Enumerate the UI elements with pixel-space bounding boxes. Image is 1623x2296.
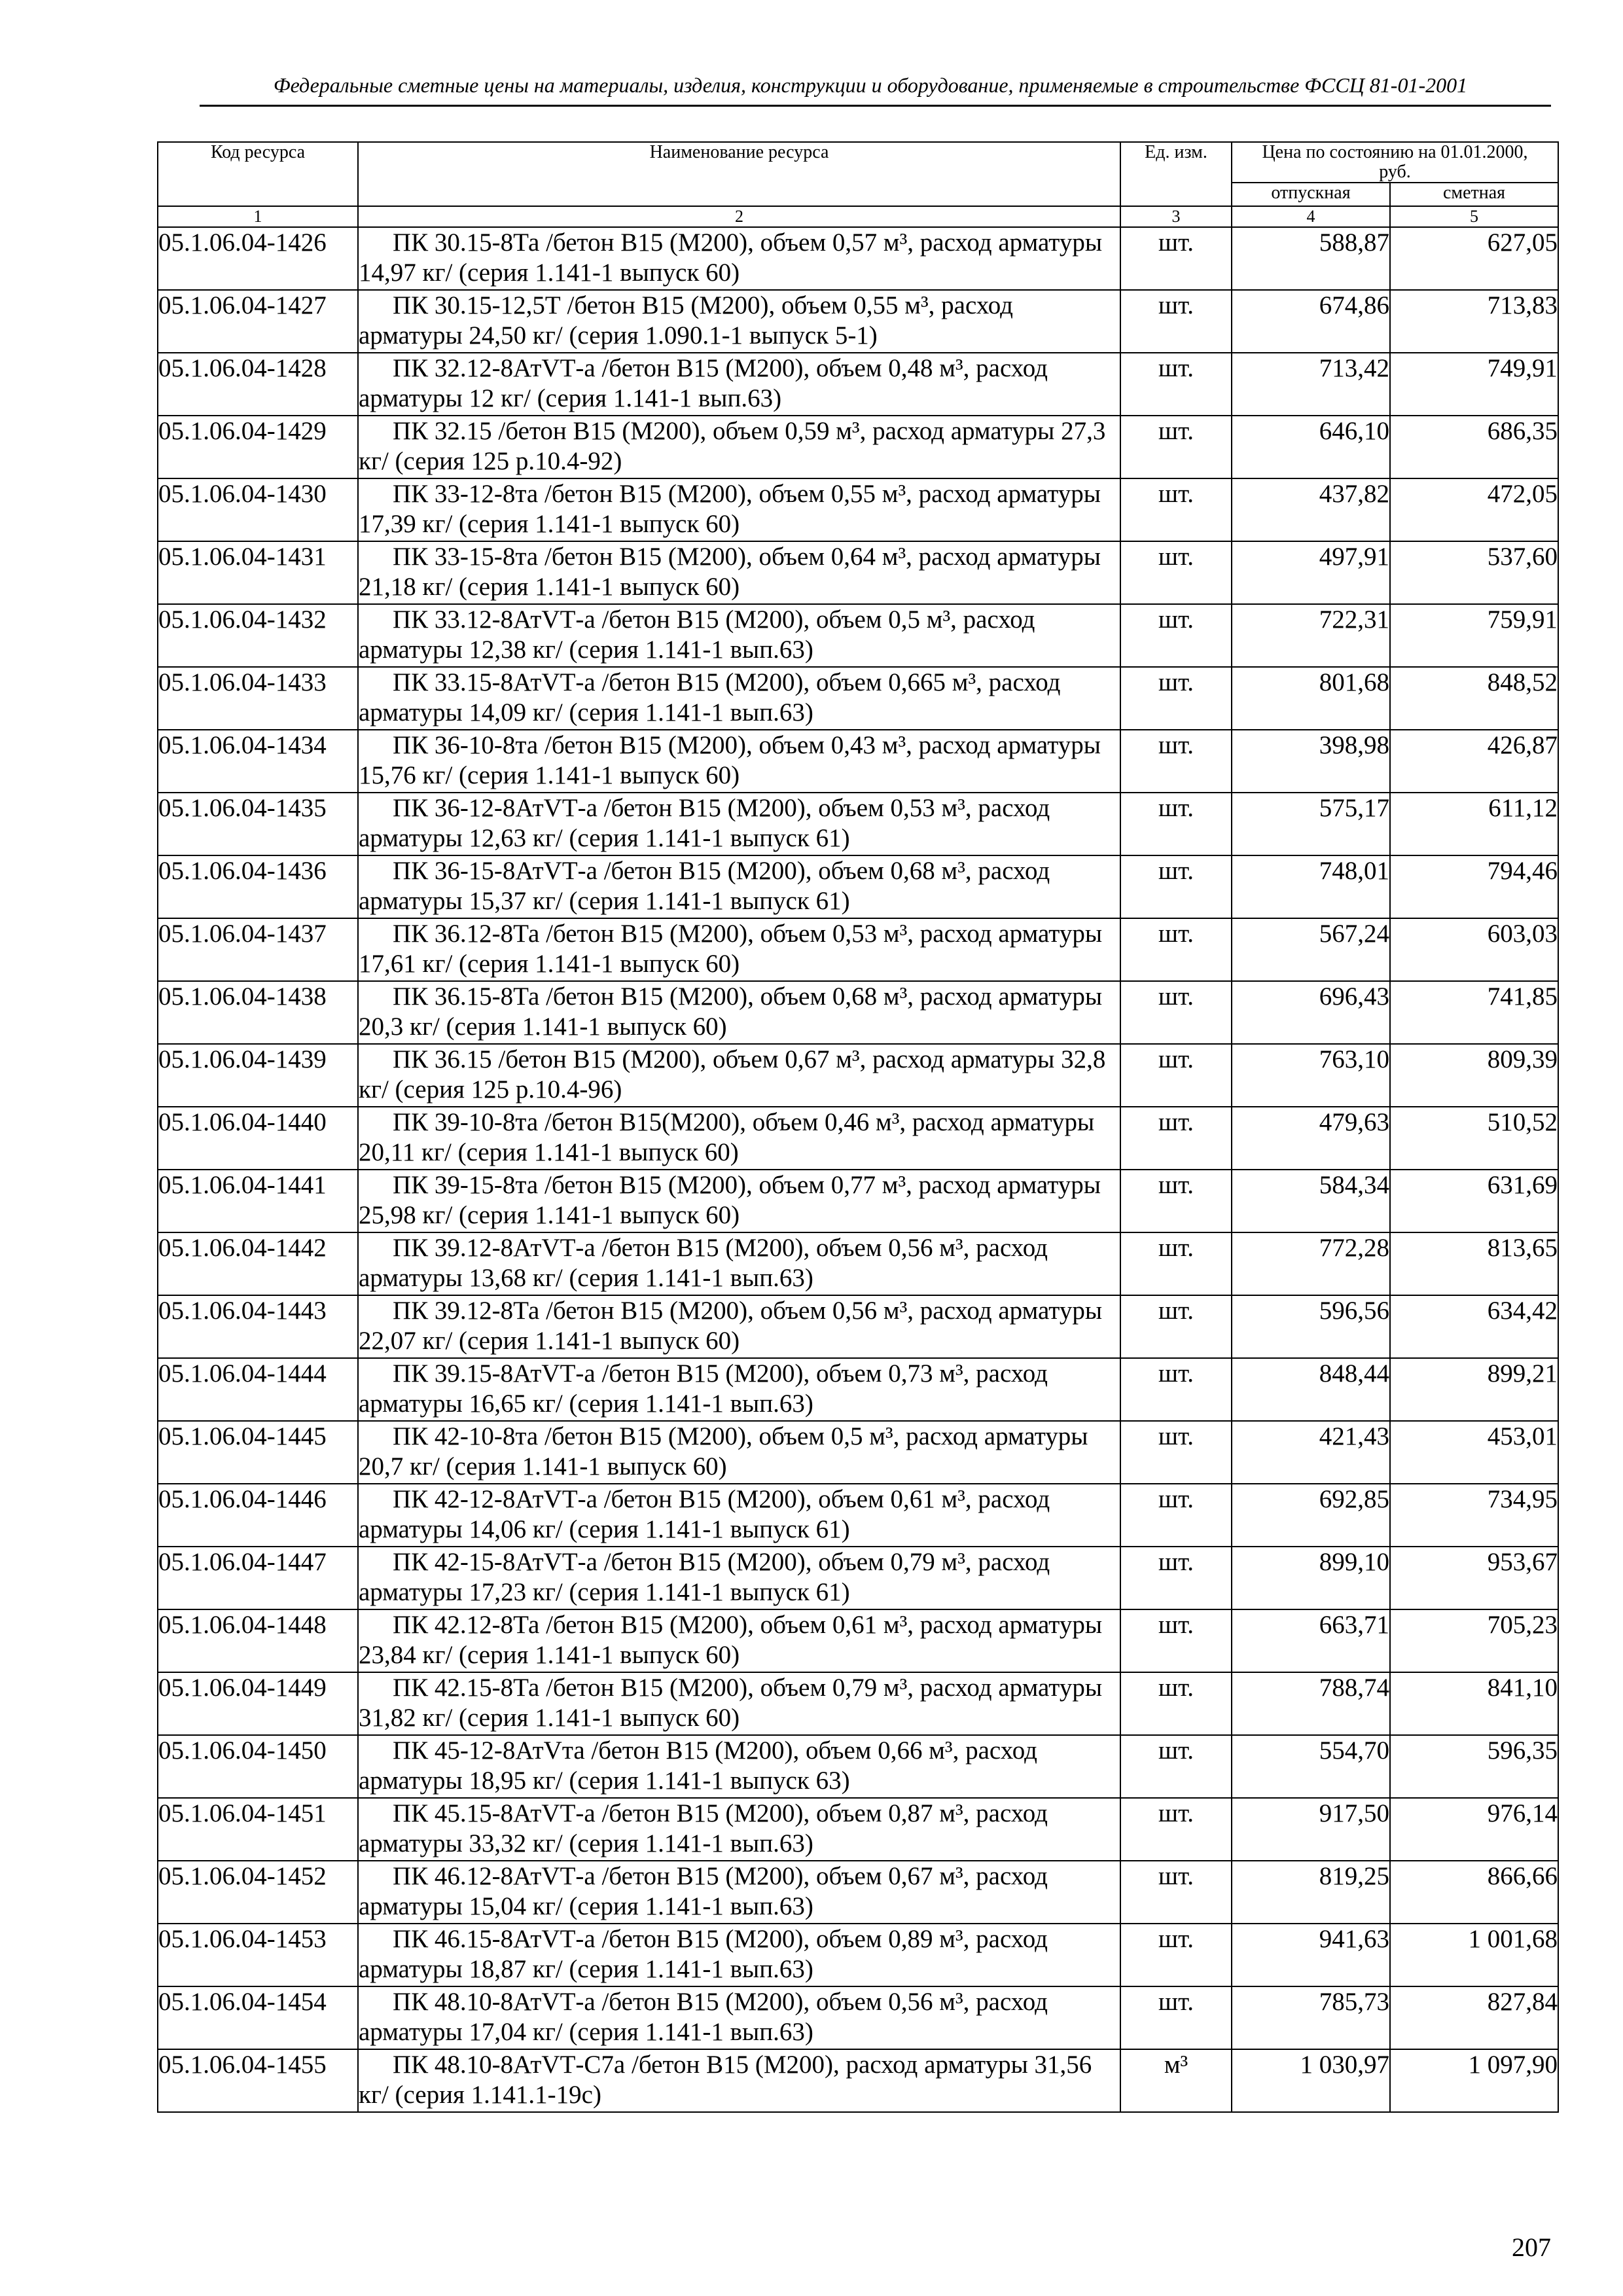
resource-name-text: ПК 39-10-8та /бетон В15(М200), объем 0,46 м³, расход арматуры 20,11 кг/ (серия 1.141-1 выпуск 60) xyxy=(359,1108,1095,1166)
unit-cell: шт. xyxy=(1120,541,1232,604)
unit-cell: шт. xyxy=(1120,730,1232,793)
estimate-price-cell: 759,91 xyxy=(1390,604,1558,667)
resource-code-cell: 05.1.06.04-1453 xyxy=(158,1924,358,1986)
unit-cell: шт. xyxy=(1120,1798,1232,1861)
table-row xyxy=(158,353,1558,416)
unit-cell: шт. xyxy=(1120,478,1232,541)
resource-code-cell: 05.1.06.04-1426 xyxy=(158,227,358,290)
unit-cell: шт. xyxy=(1120,1861,1232,1924)
release-price-cell: 819,25 xyxy=(1232,1861,1390,1924)
table-row xyxy=(158,1986,1558,2049)
resource-name-cell xyxy=(358,1107,1120,1170)
unit-cell: шт. xyxy=(1120,1170,1232,1232)
column-header-name: Наименование ресурса xyxy=(358,142,1120,206)
resource-code-cell: 05.1.06.04-1435 xyxy=(158,793,358,855)
resource-name-cell xyxy=(358,416,1120,478)
release-price-cell: 596,56 xyxy=(1232,1295,1390,1358)
resource-name-cell xyxy=(358,541,1120,604)
unit-cell: шт. xyxy=(1120,1044,1232,1107)
release-price-cell: 941,63 xyxy=(1232,1924,1390,1986)
resource-name-cell xyxy=(358,918,1120,981)
resource-code-cell: 05.1.06.04-1427 xyxy=(158,290,358,353)
resource-name-text: ПК 45.15-8АтVТ-а /бетон В15 (М200), объем 0,87 м³, расход арматуры 33,32 кг/ (серия 1.141-1 вып.63) xyxy=(359,1799,1048,1857)
table-row xyxy=(158,918,1558,981)
resource-name-cell xyxy=(358,1547,1120,1609)
resource-name-cell xyxy=(358,1735,1120,1798)
resource-name-text: ПК 39.15-8АтVТ-а /бетон В15 (М200), объем 0,73 м³, расход арматуры 16,65 кг/ (серия 1.141-1 вып.63) xyxy=(359,1359,1048,1418)
estimate-price-cell: 899,21 xyxy=(1390,1358,1558,1421)
estimate-price-cell: 749,91 xyxy=(1390,353,1558,416)
table-row xyxy=(158,604,1558,667)
table-row xyxy=(158,1232,1558,1295)
table-row xyxy=(158,1044,1558,1107)
estimate-price-cell: 794,46 xyxy=(1390,855,1558,918)
resource-name-text: ПК 30.15-12,5Т /бетон В15 (М200), объем 0,55 м³, расход арматуры 24,50 кг/ (серия 1.090.1-1 выпуск 5-1) xyxy=(359,291,1014,350)
column-number: 1 xyxy=(158,206,358,227)
unit-cell: шт. xyxy=(1120,1609,1232,1672)
release-price-cell: 575,17 xyxy=(1232,793,1390,855)
estimate-price-cell: 426,87 xyxy=(1390,730,1558,793)
column-header-price-group: Цена по состоянию на 01.01.2000, руб. xyxy=(1232,142,1558,183)
column-header-estimate-price: сметная xyxy=(1390,183,1558,206)
resource-name-text: ПК 42-15-8АтVТ-а /бетон В15 (М200), объем 0,79 м³, расход арматуры 17,23 кг/ (серия 1.141-1 выпуск 61) xyxy=(359,1548,1050,1606)
table-row xyxy=(158,227,1558,290)
resource-name-cell xyxy=(358,1232,1120,1295)
table-row xyxy=(158,1924,1558,1986)
resource-code-cell: 05.1.06.04-1442 xyxy=(158,1232,358,1295)
resource-code-cell: 05.1.06.04-1446 xyxy=(158,1484,358,1547)
resource-name-text: ПК 46.15-8АтVТ-а /бетон В15 (М200), объем 0,89 м³, расход арматуры 18,87 кг/ (серия 1.141-1 вып.63) xyxy=(359,1925,1048,1983)
release-price-cell: 713,42 xyxy=(1232,353,1390,416)
resource-name-cell xyxy=(358,1484,1120,1547)
table-row xyxy=(158,290,1558,353)
resource-name-text: ПК 36.15-8Та /бетон В15 (М200), объем 0,68 м³, расход арматуры 20,3 кг/ (серия 1.141-1 выпуск 60) xyxy=(359,982,1103,1041)
resource-name-text: ПК 42.15-8Та /бетон В15 (М200), объем 0,79 м³, расход арматуры 31,82 кг/ (серия 1.141-1 выпуск 60) xyxy=(359,1674,1103,1732)
table-row xyxy=(158,1358,1558,1421)
resource-name-cell xyxy=(358,855,1120,918)
resource-name-cell xyxy=(358,1044,1120,1107)
table-row xyxy=(158,2049,1558,2112)
unit-cell: шт. xyxy=(1120,1232,1232,1295)
estimate-price-cell: 866,66 xyxy=(1390,1861,1558,1924)
release-price-cell: 421,43 xyxy=(1232,1421,1390,1484)
unit-cell: шт. xyxy=(1120,290,1232,353)
unit-cell: шт. xyxy=(1120,1547,1232,1609)
header-divider xyxy=(200,105,1551,107)
estimate-price-cell: 705,23 xyxy=(1390,1609,1558,1672)
table-row xyxy=(158,667,1558,730)
resource-name-cell xyxy=(358,2049,1120,2112)
table-row xyxy=(158,1861,1558,1924)
price-table xyxy=(157,141,1559,2113)
table-row xyxy=(158,1798,1558,1861)
estimate-price-cell: 1 097,90 xyxy=(1390,2049,1558,2112)
estimate-price-cell: 813,65 xyxy=(1390,1232,1558,1295)
resource-code-cell: 05.1.06.04-1454 xyxy=(158,1986,358,2049)
column-number: 2 xyxy=(358,206,1120,227)
table-row xyxy=(158,1609,1558,1672)
table-row xyxy=(158,1295,1558,1358)
resource-name-cell xyxy=(358,227,1120,290)
resource-name-cell xyxy=(358,1798,1120,1861)
resource-name-cell xyxy=(358,793,1120,855)
resource-name-text: ПК 39.12-8АтVТ-а /бетон В15 (М200), объем 0,56 м³, расход арматуры 13,68 кг/ (серия 1.141-1 вып.63) xyxy=(359,1234,1048,1292)
resource-code-cell: 05.1.06.04-1447 xyxy=(158,1547,358,1609)
table-row xyxy=(158,1421,1558,1484)
release-price-cell: 437,82 xyxy=(1232,478,1390,541)
column-header-unit: Ед. изм. xyxy=(1120,142,1232,206)
release-price-cell: 398,98 xyxy=(1232,730,1390,793)
release-price-cell: 696,43 xyxy=(1232,981,1390,1044)
unit-cell: шт. xyxy=(1120,1107,1232,1170)
unit-cell: шт. xyxy=(1120,1484,1232,1547)
unit-cell: м³ xyxy=(1120,2049,1232,2112)
table-row xyxy=(158,416,1558,478)
estimate-price-cell: 596,35 xyxy=(1390,1735,1558,1798)
resource-code-cell: 05.1.06.04-1452 xyxy=(158,1861,358,1924)
estimate-price-cell: 713,83 xyxy=(1390,290,1558,353)
page-header-title: Федеральные сметные цены на материалы, изделия, конструкции и оборудование, применяемые в строительстве ФССЦ 81-01-2001 xyxy=(273,73,1468,97)
release-price-cell: 788,74 xyxy=(1232,1672,1390,1735)
release-price-cell: 763,10 xyxy=(1232,1044,1390,1107)
column-header-release-price: отпускная xyxy=(1232,183,1390,206)
resource-code-cell: 05.1.06.04-1433 xyxy=(158,667,358,730)
unit-cell: шт. xyxy=(1120,1924,1232,1986)
table-row xyxy=(158,1170,1558,1232)
resource-name-text: ПК 32.15 /бетон В15 (М200), объем 0,59 м³, расход арматуры 27,3 кг/ (серия 125 р.10.4-92) xyxy=(359,417,1106,475)
unit-cell: шт. xyxy=(1120,1986,1232,2049)
resource-name-text: ПК 36-10-8та /бетон В15 (М200), объем 0,43 м³, расход арматуры 15,76 кг/ (серия 1.141-1 выпуск 60) xyxy=(359,731,1101,789)
resource-code-cell: 05.1.06.04-1429 xyxy=(158,416,358,478)
resource-name-cell xyxy=(358,981,1120,1044)
unit-cell: шт. xyxy=(1120,793,1232,855)
resource-code-cell: 05.1.06.04-1438 xyxy=(158,981,358,1044)
estimate-price-cell: 631,69 xyxy=(1390,1170,1558,1232)
unit-cell: шт. xyxy=(1120,353,1232,416)
resource-code-cell: 05.1.06.04-1440 xyxy=(158,1107,358,1170)
resource-code-cell: 05.1.06.04-1451 xyxy=(158,1798,358,1861)
resource-name-text: ПК 39-15-8та /бетон В15 (М200), объем 0,77 м³, расход арматуры 25,98 кг/ (серия 1.141-1 выпуск 60) xyxy=(359,1171,1101,1229)
resource-code-cell: 05.1.06.04-1441 xyxy=(158,1170,358,1232)
resource-name-text: ПК 45-12-8АтVта /бетон В15 (М200), объем 0,66 м³, расход арматуры 18,95 кг/ (серия 1.141-1 выпуск 63) xyxy=(359,1736,1037,1795)
table-row xyxy=(158,541,1558,604)
unit-cell: шт. xyxy=(1120,227,1232,290)
resource-name-cell xyxy=(358,1672,1120,1735)
release-price-cell: 899,10 xyxy=(1232,1547,1390,1609)
resource-name-cell xyxy=(358,353,1120,416)
table-row xyxy=(158,981,1558,1044)
estimate-price-cell: 809,39 xyxy=(1390,1044,1558,1107)
resource-name-cell xyxy=(358,1924,1120,1986)
resource-name-cell xyxy=(358,1295,1120,1358)
table-row xyxy=(158,793,1558,855)
unit-cell: шт. xyxy=(1120,1735,1232,1798)
table-row xyxy=(158,1735,1558,1798)
release-price-cell: 772,28 xyxy=(1232,1232,1390,1295)
estimate-price-cell: 603,03 xyxy=(1390,918,1558,981)
estimate-price-cell: 537,60 xyxy=(1390,541,1558,604)
table-body xyxy=(158,227,1558,2112)
table-row xyxy=(158,478,1558,541)
unit-cell: шт. xyxy=(1120,667,1232,730)
release-price-cell: 674,86 xyxy=(1232,290,1390,353)
resource-code-cell: 05.1.06.04-1455 xyxy=(158,2049,358,2112)
resource-name-text: ПК 32.12-8АтVТ-а /бетон В15 (М200), объем 0,48 м³, расход арматуры 12 кг/ (серия 1.141-1 вып.63) xyxy=(359,354,1048,412)
resource-name-cell xyxy=(358,604,1120,667)
resource-code-cell: 05.1.06.04-1434 xyxy=(158,730,358,793)
resource-name-text: ПК 36.12-8Та /бетон В15 (М200), объем 0,53 м³, расход арматуры 17,61 кг/ (серия 1.141-1 выпуск 60) xyxy=(359,920,1103,978)
resource-name-text: ПК 46.12-8АтVТ-а /бетон В15 (М200), объем 0,67 м³, расход арматуры 15,04 кг/ (серия 1.141-1 вып.63) xyxy=(359,1862,1048,1920)
release-price-cell: 785,73 xyxy=(1232,1986,1390,2049)
release-price-cell: 663,71 xyxy=(1232,1609,1390,1672)
resource-name-text: ПК 42.12-8Та /бетон В15 (М200), объем 0,61 м³, расход арматуры 23,84 кг/ (серия 1.141-1 выпуск 60) xyxy=(359,1611,1103,1669)
resource-code-cell: 05.1.06.04-1450 xyxy=(158,1735,358,1798)
estimate-price-cell: 611,12 xyxy=(1390,793,1558,855)
column-number: 5 xyxy=(1390,206,1558,227)
estimate-price-cell: 976,14 xyxy=(1390,1798,1558,1861)
resource-name-cell xyxy=(358,1358,1120,1421)
resource-name-text: ПК 48.10-8АтVТ-а /бетон В15 (М200), объем 0,56 м³, расход арматуры 17,04 кг/ (серия 1.141-1 вып.63) xyxy=(359,1988,1048,2046)
release-price-cell: 848,44 xyxy=(1232,1358,1390,1421)
estimate-price-cell: 510,52 xyxy=(1390,1107,1558,1170)
resource-name-text: ПК 36-15-8АтVТ-а /бетон В15 (М200), объем 0,68 м³, расход арматуры 15,37 кг/ (серия 1.141-1 выпуск 61) xyxy=(359,857,1050,915)
resource-code-cell: 05.1.06.04-1443 xyxy=(158,1295,358,1358)
estimate-price-cell: 627,05 xyxy=(1390,227,1558,290)
estimate-price-cell: 1 001,68 xyxy=(1390,1924,1558,1986)
resource-name-text: ПК 30.15-8Та /бетон В15 (М200), объем 0,57 м³, расход арматуры 14,97 кг/ (серия 1.141-1 выпуск 60) xyxy=(359,228,1103,287)
resource-name-cell xyxy=(358,1609,1120,1672)
unit-cell: шт. xyxy=(1120,604,1232,667)
release-price-cell: 748,01 xyxy=(1232,855,1390,918)
release-price-cell: 588,87 xyxy=(1232,227,1390,290)
unit-cell: шт. xyxy=(1120,1421,1232,1484)
resource-name-text: ПК 48.10-8АтVТ-С7а /бетон В15 (М200), расход арматуры 31,56 кг/ (серия 1.141.1-19с) xyxy=(359,2051,1092,2109)
resource-name-cell xyxy=(358,1986,1120,2049)
resource-name-cell xyxy=(358,290,1120,353)
unit-cell: шт. xyxy=(1120,416,1232,478)
resource-code-cell: 05.1.06.04-1445 xyxy=(158,1421,358,1484)
resource-name-cell xyxy=(358,667,1120,730)
resource-code-cell: 05.1.06.04-1431 xyxy=(158,541,358,604)
resource-name-cell xyxy=(358,1170,1120,1232)
resource-code-cell: 05.1.06.04-1430 xyxy=(158,478,358,541)
unit-cell: шт. xyxy=(1120,981,1232,1044)
release-price-cell: 567,24 xyxy=(1232,918,1390,981)
column-header-code: Код ресурса xyxy=(158,142,358,206)
estimate-price-cell: 634,42 xyxy=(1390,1295,1558,1358)
release-price-cell: 479,63 xyxy=(1232,1107,1390,1170)
table-row xyxy=(158,855,1558,918)
resource-name-text: ПК 36-12-8АтVТ-а /бетон В15 (М200), объем 0,53 м³, расход арматуры 12,63 кг/ (серия 1.141-1 выпуск 61) xyxy=(359,794,1050,852)
resource-name-cell xyxy=(358,478,1120,541)
release-price-cell: 584,34 xyxy=(1232,1170,1390,1232)
release-price-cell: 801,68 xyxy=(1232,667,1390,730)
unit-cell: шт. xyxy=(1120,1295,1232,1358)
release-price-cell: 646,10 xyxy=(1232,416,1390,478)
resource-name-cell xyxy=(358,1421,1120,1484)
resource-name-text: ПК 33.15-8АтVТ-а /бетон В15 (М200), объем 0,665 м³, расход арматуры 14,09 кг/ (серия 1.141-1 вып.63) xyxy=(359,668,1061,726)
resource-name-cell xyxy=(358,730,1120,793)
release-price-cell: 554,70 xyxy=(1232,1735,1390,1798)
estimate-price-cell: 453,01 xyxy=(1390,1421,1558,1484)
resource-code-cell: 05.1.06.04-1428 xyxy=(158,353,358,416)
resource-name-cell xyxy=(358,1861,1120,1924)
page-number: 207 xyxy=(1512,2233,1551,2262)
resource-name-text: ПК 39.12-8Та /бетон В15 (М200), объем 0,56 м³, расход арматуры 22,07 кг/ (серия 1.141-1 выпуск 60) xyxy=(359,1297,1103,1355)
resource-code-cell: 05.1.06.04-1448 xyxy=(158,1609,358,1672)
resource-name-text: ПК 33-15-8та /бетон В15 (М200), объем 0,64 м³, расход арматуры 21,18 кг/ (серия 1.141-1 выпуск 60) xyxy=(359,543,1101,601)
column-number: 4 xyxy=(1232,206,1390,227)
estimate-price-cell: 841,10 xyxy=(1390,1672,1558,1735)
estimate-price-cell: 848,52 xyxy=(1390,667,1558,730)
resource-name-text: ПК 33-12-8та /бетон В15 (М200), объем 0,55 м³, расход арматуры 17,39 кг/ (серия 1.141-1 выпуск 60) xyxy=(359,480,1101,538)
table-row xyxy=(158,1107,1558,1170)
estimate-price-cell: 827,84 xyxy=(1390,1986,1558,2049)
resource-code-cell: 05.1.06.04-1444 xyxy=(158,1358,358,1421)
resource-name-text: ПК 42-12-8АтVТ-а /бетон В15 (М200), объем 0,61 м³, расход арматуры 14,06 кг/ (серия 1.141-1 выпуск 61) xyxy=(359,1485,1050,1543)
resource-code-cell: 05.1.06.04-1437 xyxy=(158,918,358,981)
resource-name-text: ПК 42-10-8та /бетон В15 (М200), объем 0,5 м³, расход арматуры 20,7 кг/ (серия 1.141-1 выпуск 60) xyxy=(359,1422,1088,1480)
table-row xyxy=(158,1484,1558,1547)
resource-code-cell: 05.1.06.04-1436 xyxy=(158,855,358,918)
estimate-price-cell: 953,67 xyxy=(1390,1547,1558,1609)
estimate-price-cell: 734,95 xyxy=(1390,1484,1558,1547)
release-price-cell: 692,85 xyxy=(1232,1484,1390,1547)
release-price-cell: 917,50 xyxy=(1232,1798,1390,1861)
release-price-cell: 497,91 xyxy=(1232,541,1390,604)
unit-cell: шт. xyxy=(1120,855,1232,918)
release-price-cell: 1 030,97 xyxy=(1232,2049,1390,2112)
table-row xyxy=(158,1672,1558,1735)
resource-name-text: ПК 33.12-8АтVТ-а /бетон В15 (М200), объем 0,5 м³, расход арматуры 12,38 кг/ (серия 1.141-1 вып.63) xyxy=(359,605,1035,664)
table-row xyxy=(158,730,1558,793)
unit-cell: шт. xyxy=(1120,1358,1232,1421)
resource-code-cell: 05.1.06.04-1439 xyxy=(158,1044,358,1107)
resource-code-cell: 05.1.06.04-1449 xyxy=(158,1672,358,1735)
estimate-price-cell: 741,85 xyxy=(1390,981,1558,1044)
column-number: 3 xyxy=(1120,206,1232,227)
estimate-price-cell: 472,05 xyxy=(1390,478,1558,541)
table-row xyxy=(158,1547,1558,1609)
resource-code-cell: 05.1.06.04-1432 xyxy=(158,604,358,667)
estimate-price-cell: 686,35 xyxy=(1390,416,1558,478)
unit-cell: шт. xyxy=(1120,1672,1232,1735)
resource-name-text: ПК 36.15 /бетон В15 (М200), объем 0,67 м³, расход арматуры 32,8 кг/ (серия 125 р.10.4-96) xyxy=(359,1045,1106,1103)
release-price-cell: 722,31 xyxy=(1232,604,1390,667)
unit-cell: шт. xyxy=(1120,918,1232,981)
